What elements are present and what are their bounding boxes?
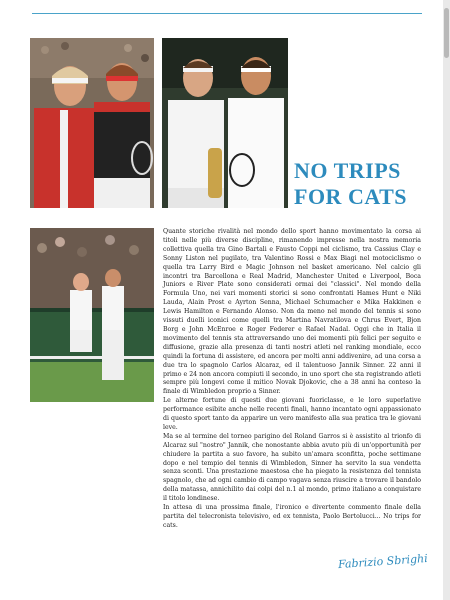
article-paragraph: Ma se al termine del torneo parigino del Roland Garros si è assistito al trionfo di Alcaraz sul "nostro" Jannik, che nonostante abbia avuto più di un'opportunità per chiudere la partita a suo favore, ha subito un'amara sconfitta, poche settimane dopo e nel tempio del tennis di Wimbledon, Sinner ha servito la sua vendetta senza sconti. Una prestazione maestosa che ha piegato la resistenza del tennista spagnolo, che ad ogni cambio di campo vagava senza riuscire a trovare il bandolo della matassa, annichilito dai colpi del n.1 al mondo, primo italiano a conquistare il titolo londinese. — [163, 432, 421, 503]
scroll-thumb[interactable] — [444, 8, 449, 58]
author-signature: Fabrizio Sbrighi — [337, 551, 429, 572]
article-paragraph: In attesa di una prossima finale, l'ironico e divertente commento finale della partita del telecronista televisivo, ed ex tennista, Paolo Bertolucci... No trips for cats. — [163, 504, 421, 529]
headline-line-1: NO TRIPS — [294, 158, 401, 183]
article-paragraph: Le alterne fortune di questi due giovani fuoriclasse, e le loro superlative performance esibite anche nelle recenti finali, hanno incantato ogni appassionato di questo sport tanto da apparire un vero manifesto alla sua pratica tra le giovani leve. — [163, 397, 421, 431]
article-headline — [294, 158, 434, 210]
photo-federer-nadal — [162, 38, 288, 208]
article-paragraph: Quante storiche rivalità nel mondo dello sport hanno movimentato la corsa ai titoli nelle più diverse discipline, rimanendo impresse nella nostra memoria collettiva quella tra Gino Bartali e Fausto Coppi nel ciclismo, tra Cassius Clay e Sonny Liston nel pugilato, tra Valentino Rossi e Max Biagi nel motociclismo o quella tra Larry Bird e Magic Johnson nel basket americano. Nel calcio gli incontri tra Barcellona e Real Madrid, Manchester United e Liverpool, Boca Juniors e River Plate sono considerati ormai dei "classici". Nel mondo della Formula Uno, nei vari momenti storici si sono confrontati Hames Hunt e Niki Lauda, Alain Prost e Ayrton Senna, Michael Schumacher e Mika Hakkinen e Lewis Hamilton e Fernando Alonso. Non da meno nel mondo del tennis si sono vissuti duelli iconici come quelli tra Martina Navratilova e Chrus Evert, Bjon Borg e John McEnroe e Roger Federer e Rafael Nadal. Oggi che in Italia il movimento del tennis sta attraversando uno dei momenti più felici per seguito e diffusione, grazie alla presenza di tanti nostri atleti nel ranking mondiale, ecco quindi la fortuna di assistere, ed ancora per molti anni addivenire, ad una corsa a due tra lo spagnolo Carlos Alcaraz, ed il talentuoso Jannik Sinner. 22 anni il primo e 24 non ancora compiuti il secondo, in uno sport che sta registrando atleti sempre più longevi come il mitico Novak Djokovic, che a 38 anni ha conteso la finale di Wimbledon proprio a Sinner. — [163, 228, 421, 396]
top-divider — [32, 13, 422, 14]
headline-line-2: FOR CATS — [294, 184, 407, 209]
photo-sinner-alcaraz — [30, 228, 154, 402]
scrollbar[interactable] — [443, 0, 450, 600]
article-body — [163, 228, 421, 531]
photo-borg-mcenroe — [30, 38, 154, 208]
